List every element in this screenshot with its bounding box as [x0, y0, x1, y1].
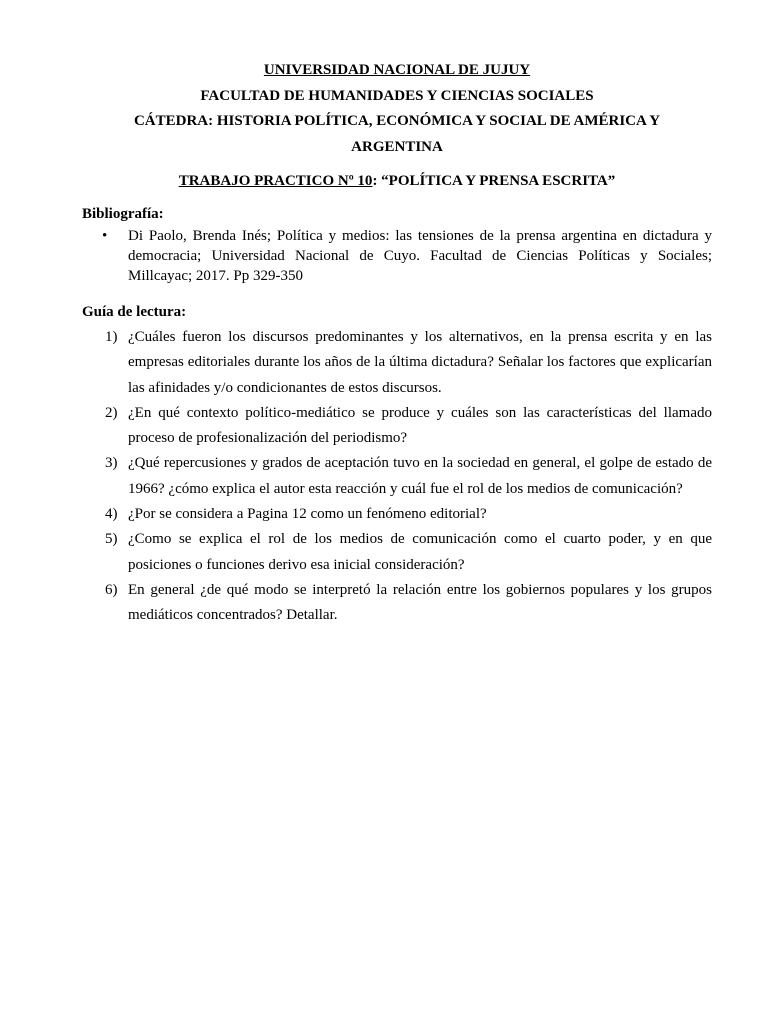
- bibliography-item-text: Di Paolo, Brenda Inés; Política y medios: las tensiones de la prensa argentina en dictadura y democracia; Universidad Nacional de Cuyo. Facultad de Ciencias Políticas y Sociales; Millcayac; 2017. Pp 329-350: [128, 228, 712, 284]
- faculty-name: FACULTAD DE HUMANIDADES Y CIENCIAS SOCIALES: [200, 87, 594, 104]
- chair-name-line-1: CÁTEDRA: HISTORIA POLÍTICA, ECONÓMICA Y SOCIAL DE AMÉRICA Y: [133, 113, 661, 129]
- bibliography-heading: Bibliografía:: [82, 206, 164, 222]
- guide-question: [82, 325, 712, 401]
- question-number: 1): [105, 329, 118, 345]
- bullet-icon: •: [102, 228, 108, 244]
- question-number: 5): [105, 531, 118, 548]
- question-text: ¿Qué repercusiones y grados de aceptación tuvo en la sociedad en general, el golpe de estado de 1966? ¿cómo explica el autor esta reacción y cuál fue el rol de los medios de comunicación?: [128, 455, 712, 497]
- document-header: [82, 58, 712, 160]
- question-text: En general ¿de qué modo se interpretó la relación entre los gobiernos populares y los grupos mediáticos concentrados? Detallar.: [128, 581, 712, 624]
- university-name: UNIVERSIDAD NACIONAL DE JUJUY: [263, 62, 531, 78]
- assignment-subject: : “POLÍTICA Y PRENSA ESCRITA”: [372, 173, 616, 189]
- question-number: 3): [105, 455, 118, 472]
- question-text: ¿Como se explica el rol de los medios de comunicación como el cuarto poder, y en que posiciones o funciones derivo esa inicial consideración?: [128, 531, 712, 573]
- guide-question: [82, 527, 712, 578]
- guide-question: [82, 502, 712, 527]
- question-number: 4): [105, 506, 118, 523]
- assignment-title: [82, 170, 712, 192]
- guide-question: [82, 451, 712, 502]
- reading-guide-heading: Guía de lectura:: [82, 304, 187, 320]
- chair-name-line-2: ARGENTINA: [351, 138, 443, 155]
- question-text: ¿Por se considera a Pagina 12 como un fenómeno editorial?: [128, 506, 487, 523]
- guide-question: [82, 578, 712, 629]
- guide-question: [82, 401, 712, 452]
- question-text: ¿Cuáles fueron los discursos predominantes y los alternativos, en la prensa escrita y en las empresas editoriales durante los años de la última dictadura? Señalar los factores que explicarían las afinidades y/o condicionantes de estos discursos.: [128, 329, 712, 396]
- question-text: ¿En qué contexto político-mediático se produce y cuáles son las características del llamado proceso de profesionalización del periodismo?: [128, 404, 712, 447]
- bibliography-list: [82, 226, 712, 286]
- assignment-number: TRABAJO PRACTICO Nº 10: [178, 173, 373, 189]
- bibliography-item: [82, 226, 712, 286]
- reading-guide-list: [82, 325, 712, 629]
- question-number: 6): [105, 581, 118, 598]
- question-number: 2): [105, 404, 118, 421]
